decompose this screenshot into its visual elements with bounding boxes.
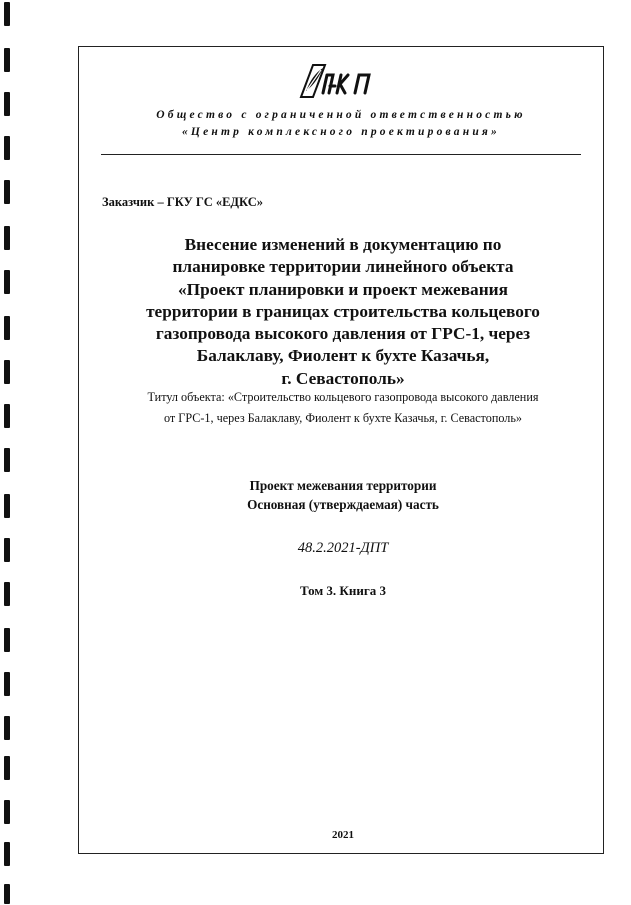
- binding-mark: [4, 2, 10, 26]
- binding-mark: [4, 672, 10, 696]
- binding-mark: [4, 316, 10, 340]
- title-line: г. Севастополь»: [281, 368, 405, 388]
- organization-name: Общество с ограниченной ответственностью: [156, 109, 526, 121]
- title-line: Балаклаву, Фиолент к бухте Казачья,: [196, 346, 490, 366]
- section-line: Основная (утверждаемая) часть: [247, 497, 439, 512]
- company-logo-icon: [293, 61, 389, 101]
- binding-mark: [4, 136, 10, 160]
- subtitle-line: Титул объекта: «Строительство кольцевого газопровода высокого давления: [147, 390, 539, 404]
- section-title: [100, 476, 586, 514]
- binding-mark: [4, 884, 10, 904]
- title-line: «Проект планировки и проект межевания: [178, 279, 508, 299]
- title-line: Внесение изменений в документацию по: [184, 235, 502, 254]
- binding-mark: [4, 404, 10, 428]
- title-line: территории в границах строительства кольцевого: [146, 301, 540, 321]
- binding-mark: [4, 716, 10, 740]
- binding-mark: [4, 92, 10, 116]
- volume-label: Том 3. Книга 3: [299, 583, 386, 598]
- object-title: [100, 387, 586, 429]
- title-line: планировке территории линейного объекта: [172, 257, 514, 277]
- binding-mark: [4, 800, 10, 824]
- subtitle-line: от ГРС-1, через Балаклаву, Фиолент к бухте Казачья, г. Севастополь»: [163, 411, 523, 425]
- document-code: 48.2.2021-ДПТ: [297, 540, 389, 556]
- page-frame: [78, 46, 604, 854]
- header-divider: [101, 154, 581, 155]
- binding-mark: [4, 494, 10, 518]
- binding-mark: [4, 360, 10, 384]
- binding-mark: [4, 756, 10, 780]
- customer-line: Заказчик – ГКУ ГС «ЕДКС»: [102, 195, 264, 209]
- company-logo: [79, 61, 603, 106]
- document-year: 2021: [332, 829, 354, 841]
- organization-full-title: «Центр комплексного проектирования»: [181, 126, 501, 138]
- document-title: [100, 234, 586, 390]
- binding-mark: [4, 628, 10, 652]
- binding-mark: [4, 226, 10, 250]
- binding-mark: [4, 448, 10, 472]
- binding-mark: [4, 48, 10, 72]
- binding-mark: [4, 842, 10, 866]
- binding-mark: [4, 582, 10, 606]
- section-line: Проект межевания территории: [249, 478, 437, 493]
- binding-marks: [0, 0, 20, 905]
- binding-mark: [4, 180, 10, 204]
- binding-mark: [4, 538, 10, 562]
- title-line: газопровода высокого давления от ГРС-1, через: [155, 324, 531, 344]
- binding-mark: [4, 270, 10, 294]
